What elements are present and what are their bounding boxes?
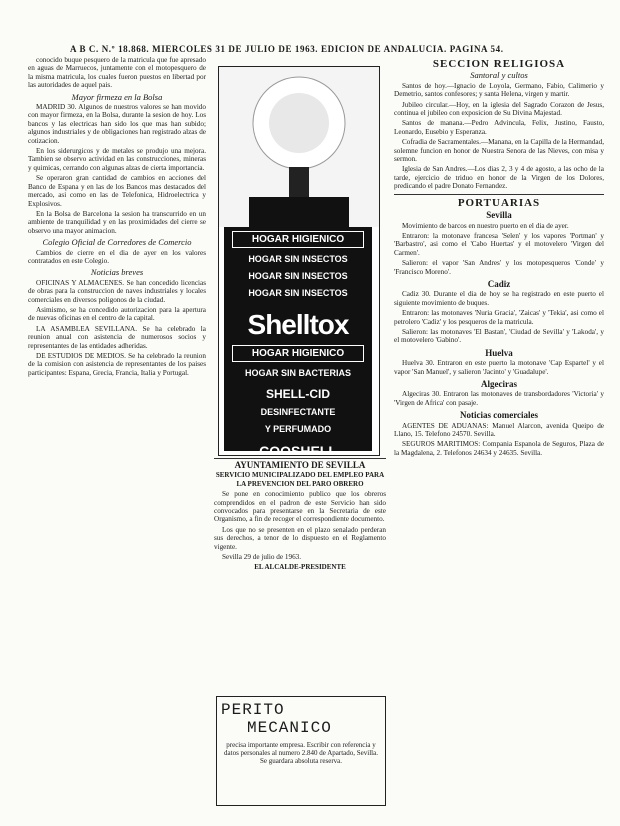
article-text: conocido buque pesquero de la matricula que fue apresado en aguas de Marruecos, juntamente con el motopesquero de la misma matricula, los cuales fueron puestos en libertad por las autoridades de aquel pais. bbox=[28, 56, 206, 90]
article-text: Algeciras 30. Entraron las motonaves de transbordadores 'Victoria' y 'Virgen de Africa' con pasaje. bbox=[394, 390, 604, 407]
divider bbox=[394, 194, 604, 195]
article-text: En la Bolsa de Barcelona la sesion ha transcurrido en un ambiente de tranquilidad y en las proximidades del cierre se observo una mayor animacion. bbox=[28, 209, 206, 235]
maker-name: COOSHELL bbox=[259, 443, 337, 456]
notice-text: Los que no se presenten en el plazo senalado perderan sus derechos, a tenor de lo dispuesto en el Reglamento vigente. bbox=[214, 525, 386, 551]
notice-signature: EL ALCALDE-PRESIDENTE bbox=[254, 563, 346, 572]
subhead-cadiz: Cadiz bbox=[487, 278, 511, 289]
left-column bbox=[28, 56, 206, 788]
headline-colegio: Colegio Oficial de Corredores de Comercio bbox=[42, 237, 192, 248]
article-text: Jubileo circular.—Hoy, en la iglesia del Sagrado Corazon de Jesus, continua el jubileo con exposicion de Su Divina Majestad. bbox=[394, 100, 604, 118]
label-band-middle: HOGAR HIGIENICO bbox=[232, 345, 364, 362]
article-text: Salieron: las motonaves 'El Bastan', 'Ciudad de Sevilla' y 'Lakoda', y el motovelero 'Gabino'. bbox=[394, 327, 604, 345]
ayuntamiento-notice bbox=[214, 458, 386, 686]
ad-title-line1: PERITO bbox=[221, 701, 285, 719]
notice-text: Se pone en conocimiento publico que los obreros comprendidos en el padron de este Servicio han sido convocados para presentarse en la Secretaria de este Organismo, a fin de recoger el correspondiente documento. bbox=[214, 490, 386, 524]
headline-noticias-breves: Noticias breves bbox=[90, 267, 144, 278]
article-text: Se operaron gran cantidad de cambios en acciones del Banco de Espana y en las de los Bancos mas destacados del mercado, asi como en las de Telefonica, Hidroelectrica y Explosivos. bbox=[28, 174, 206, 208]
article-text: Asimismo, se ha concedido autorizacion para la apertura de nuevas oficinas en el centro de la capital. bbox=[28, 305, 206, 323]
article-text: Iglesia de San Andres.—Los dias 2, 3 y 4 de agosto, a las ocho de la tarde, ejercicio de triduo en honor de la Virgen de los Dolores, predicando el padre Donato Fernandez. bbox=[394, 165, 604, 191]
brand-name: Shelltox bbox=[247, 309, 349, 340]
subhead-noticias-comerciales: Noticias comerciales bbox=[459, 410, 539, 421]
label-line: Y PERFUMADO bbox=[264, 424, 332, 434]
article-text: Salieron: el vapor 'San Andres' y los motopesqueros 'Conde' y 'Francisco Moreno'. bbox=[394, 259, 604, 276]
article-text: Cofradia de Sacramentales.—Manana, en la Capilla de la Hermandad, solemne funcion en honor de Nuestra Senora de las Nieves, con misa y sermon. bbox=[394, 138, 604, 164]
article-text: Huelva 30. Entraron en este puerto la motonave 'Cap Espartel' y el vapor 'San Manuel', y salieron 'Jacinto' y 'Guadalupe'. bbox=[394, 359, 604, 376]
bottle-label bbox=[224, 227, 372, 456]
article-text: DE ESTUDIOS DE MEDIOS. Se ha celebrado la reunion de la comision con asistencia de representantes de los paises participantes: Espana, Grecia, Francia, Italia y Portugal. bbox=[28, 352, 206, 377]
section-religiosa-title: SECCION RELIGIOSA bbox=[432, 58, 566, 70]
article-text: Movimiento de barcos en nuestro puerto en el dia de ayer. bbox=[402, 221, 569, 230]
notice-subtitle: SERVICIO MUNICIPALIZADO DEL EMPLEO PARA LA PREVENCION DEL PARO OBRERO bbox=[215, 471, 385, 488]
article-text: Santos de manana.—Pedro Advincula, Felix, Justino, Fausto, Leonardo, Eusebio y Esperanza. bbox=[394, 119, 604, 136]
subhead-sevilla: Sevilla bbox=[486, 210, 512, 221]
label-line: HOGAR SIN INSECTOS bbox=[248, 254, 348, 264]
perito-mecanico-ad bbox=[216, 696, 386, 806]
product-name: SHELL-CID bbox=[266, 387, 330, 401]
subhead-huelva: Huelva bbox=[485, 347, 513, 358]
article-text: Cadiz 30. Durante el dia de hoy se ha registrado en este puerto el siguiente movimiento de buques. bbox=[394, 290, 604, 307]
article-text: Santos de hoy.—Ignacio de Loyola, Germano, Fabio, Calimerio y Demetrio, santos confesores; y santa Helena, virgen y martir. bbox=[394, 81, 604, 99]
right-column bbox=[394, 56, 604, 812]
article-text: Entraron: las motonaves 'Nuria Gracia', 'Zaicas' y 'Tekia', asi como el petrolero 'Cadiz' y los pesqueros de la matricula. bbox=[394, 309, 604, 326]
article-text: MADRID 30. Algunos de nuestros valores se han movido con mayor firmeza, en la Bolsa, durante la sesion de hoy. Los bancos y las electricas han sido los que mas han subido; algunos industriales y de obligaciones han registrado alzas de cotizacion. bbox=[28, 103, 206, 145]
article-text: LA ASAMBLEA SEVILLANA. Se ha celebrado la reunion anual con asistencia de numerosos socios y representantes de las entidades adheridas. bbox=[28, 324, 206, 350]
subhead-santoral: Santoral y cultos bbox=[470, 70, 528, 81]
article-text: Cambios de cierre en el dia de ayer en los valores contratados en este Colegio. bbox=[28, 248, 206, 265]
ad-title-line2: MECANICO bbox=[247, 719, 332, 737]
subhead-algeciras: Algeciras bbox=[481, 379, 517, 389]
article-text: AGENTES DE ADUANAS: Manuel Alarcon, avenida Queipo de Llano, 15. Telefono 24570. Sevilla. bbox=[394, 421, 604, 439]
headline-bolsa: Mayor firmeza en la Bolsa bbox=[71, 91, 163, 102]
section-portuarias-title: PORTUARIAS bbox=[457, 196, 541, 209]
spray-bottle-illustration bbox=[219, 67, 379, 227]
shelltox-advertisement bbox=[218, 66, 380, 456]
notice-title: AYUNTAMIENTO DE SEVILLA bbox=[214, 458, 386, 469]
page-header: A B C. N.º 18.868. MIERCOLES 31 DE JULIO DE 1963. EDICION DE ANDALUCIA. PAGINA 54. bbox=[70, 44, 504, 54]
ad-text: precisa importante empresa. Escribir con referencia y datos personales al numero 2.840 de Apartado, Sevilla. Se guardara absoluta reserva. bbox=[224, 741, 378, 766]
label-line: HOGAR SIN BACTERIAS bbox=[244, 368, 351, 378]
label-line: DESINFECTANTE bbox=[260, 407, 336, 417]
label-band-top: HOGAR HIGIENICO bbox=[232, 231, 364, 248]
article-text: En los siderurgicos y de metales se produjo una mejora. Tambien se observo actividad en las construcciones, mineras y quimicas, cerrando con algunas alzas de cierta importancia. bbox=[28, 147, 206, 172]
article-text: Entraron: la motonave francesa 'Selen' y los vapores 'Portman' y 'Barbastro', asi como el 'Cabo Huertas' y el motovelero 'Virgen del Carmen'. bbox=[394, 231, 604, 257]
article-text: OFICINAS Y ALMACENES. Se han concedido licencias de obras para la construccion de naves industriales y locales comerciales en diversos poligonos de la ciudad. bbox=[28, 278, 206, 304]
label-line: HOGAR SIN INSECTOS bbox=[248, 288, 348, 298]
notice-date: Sevilla 29 de julio de 1963. bbox=[222, 553, 302, 562]
article-text: SEGUROS MARITIMOS: Compania Espanola de Seguros, Plaza de la Magdalena, 2. Telefonos 24634 y 24635. Sevilla. bbox=[394, 440, 604, 457]
label-line: HOGAR SIN INSECTOS bbox=[248, 271, 348, 281]
